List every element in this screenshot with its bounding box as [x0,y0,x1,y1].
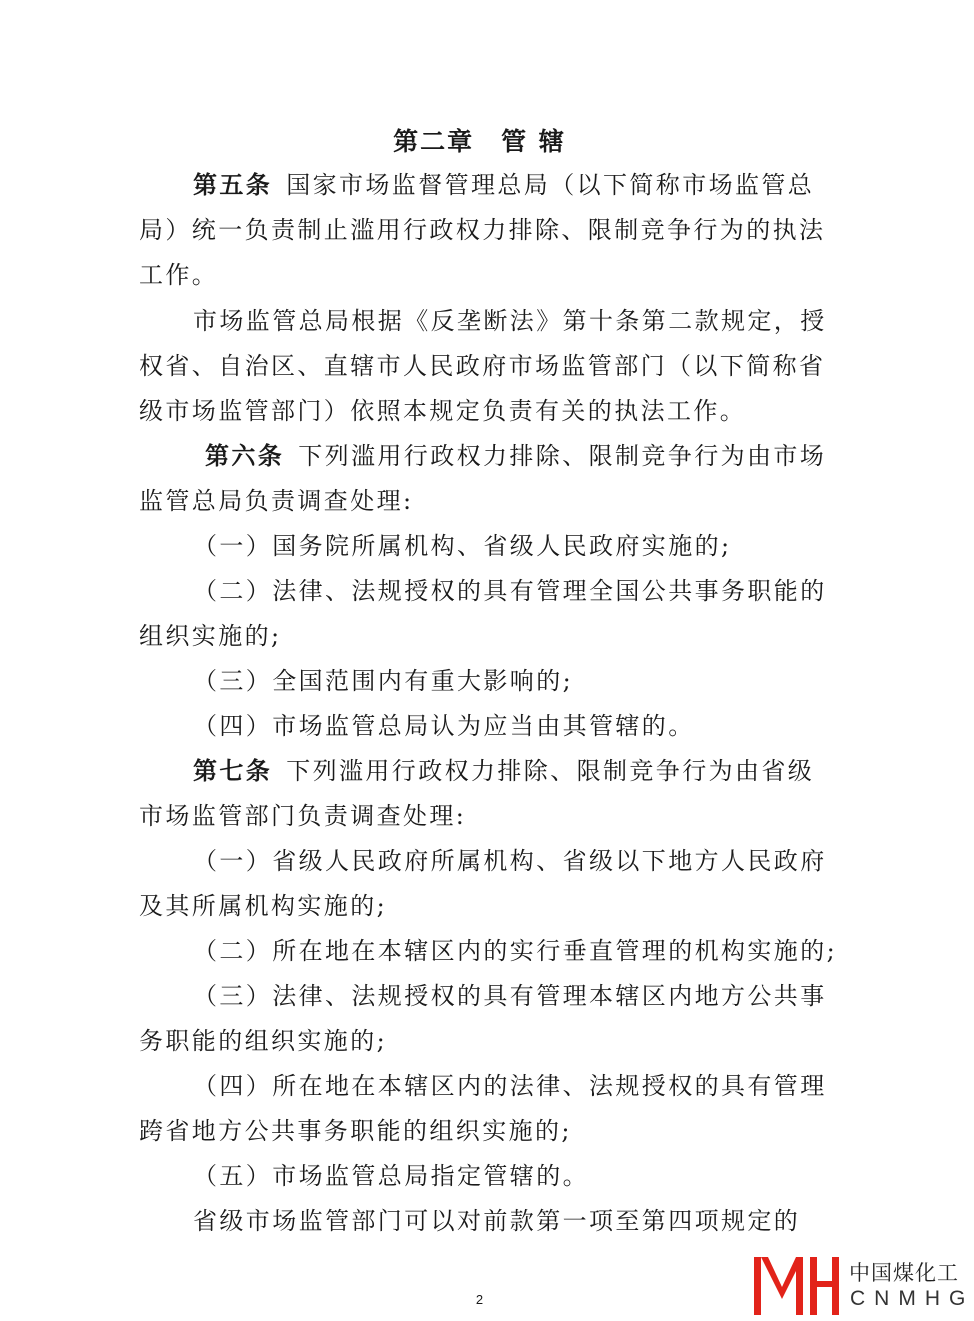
paragraph-line: 权省、自治区、直辖市人民政府市场监管部门（以下简称省 [139,352,826,380]
paragraph-line: 市场监管部门负责调查处理: [139,802,467,830]
article-5-line-1: 第五条 国家市场监督管理总局（以下简称市场监管总 [193,170,815,199]
list-item-continuation: 跨省地方公共事务职能的组织实施的; [139,1117,572,1145]
list-item: （四）市场监管总局认为应当由其管辖的。 [193,712,695,740]
list-item: （二）法律、法规授权的具有管理全国公共事务职能的 [193,577,827,605]
list-item: （三）法律、法规授权的具有管理本辖区内地方公共事 [193,982,827,1010]
paragraph-line: 监管总局负责调查处理: [139,487,414,515]
paragraph-line: 市场监管总局根据《反垄断法》第十条第二款规定，授 [193,307,827,335]
article-6-label: 第六条 [205,441,285,470]
paragraph-line: 级市场监管部门）依照本规定负责有关的执法工作。 [139,397,747,425]
article-5-label: 第五条 [193,170,273,199]
paragraph-line: 省级市场监管部门可以对前款第一项至第四项规定的 [193,1207,801,1235]
list-item-continuation: 务职能的组织实施的; [139,1027,388,1055]
list-item: （一）国务院所属机构、省级人民政府实施的; [193,532,732,560]
logo-english-name: CNMHG [850,1287,974,1310]
cnmhg-watermark-logo [752,1253,974,1317]
list-item: （五）市场监管总局指定管辖的。 [193,1162,589,1190]
logo-chinese-name: 中国煤化工 [849,1261,959,1285]
page-number: 2 [475,1292,484,1307]
list-item: （三）全国范围内有重大影响的; [193,667,574,695]
list-item-continuation: 组织实施的; [139,622,282,650]
list-item-continuation: 及其所属机构实施的; [139,892,388,920]
article-7-line-1: 第七条 下列滥用行政权力排除、限制竞争行为由省级 [193,756,815,785]
article-5-line-2: 局）统一负责制止滥用行政权力排除、限制竞争行为的执法 [139,216,826,244]
article-6-line-1: 第六条 下列滥用行政权力排除、限制竞争行为由市场 [205,441,827,470]
article-5-line-3: 工作。 [139,261,219,289]
cnmhg-logo-icon [752,1253,844,1317]
article-7-label: 第七条 [193,756,273,785]
chapter-title: 第二章 管 辖 [393,127,566,156]
list-item: （一）省级人民政府所属机构、省级以下地方人民政府 [193,847,827,875]
list-item: （四）所在地在本辖区内的法律、法规授权的具有管理 [193,1072,827,1100]
list-item: （二）所在地在本辖区内的实行垂直管理的机构实施的; [193,937,838,965]
